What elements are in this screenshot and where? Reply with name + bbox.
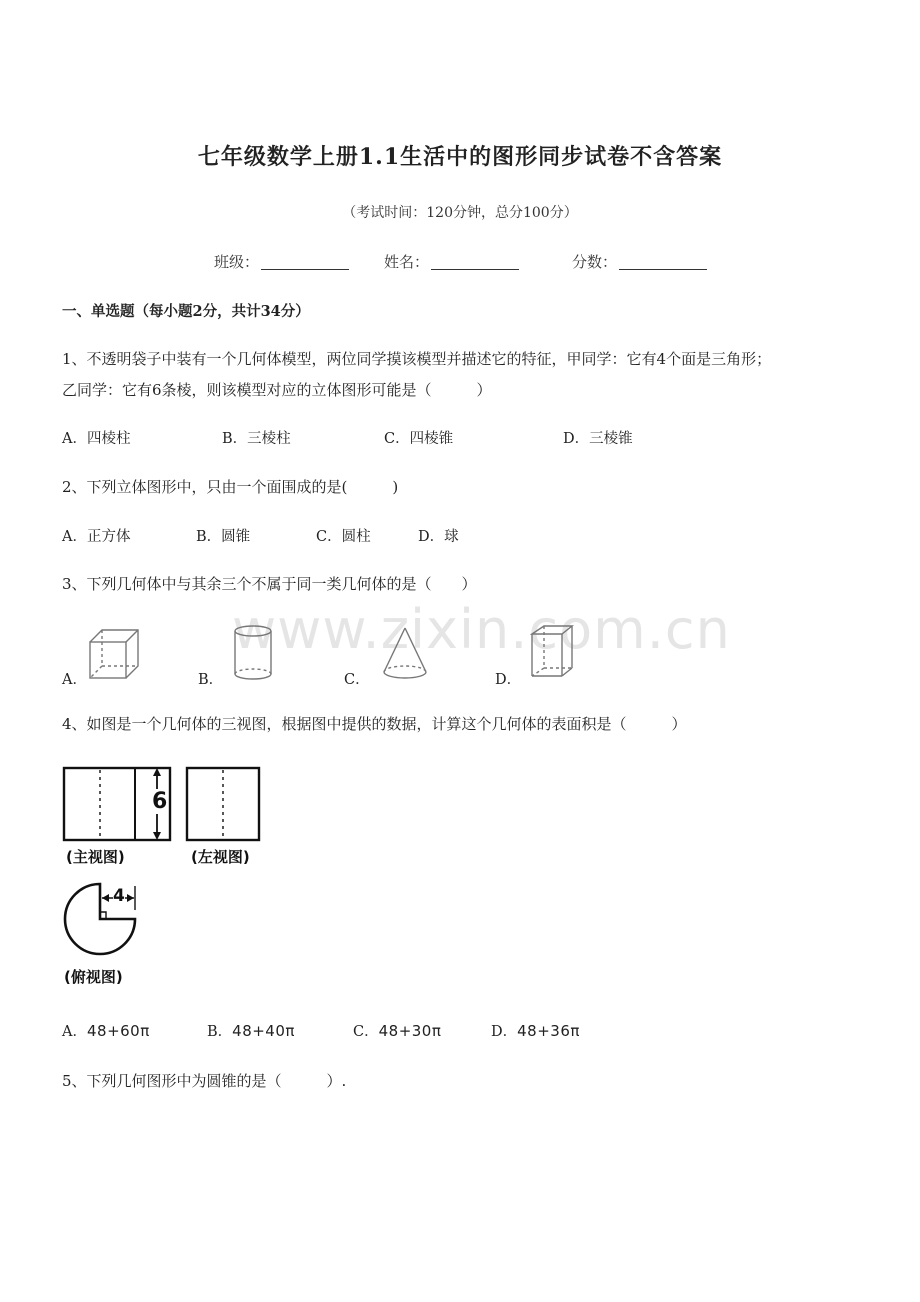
q4-option-b[interactable] bbox=[207, 1020, 295, 1041]
class-field[interactable] bbox=[214, 251, 349, 272]
q1-option-b[interactable]: B．三棱柱 bbox=[222, 431, 291, 447]
question-1-line-2: 乙同学：它有6条棱，则该模型对应的立体图形可能是（ ） bbox=[62, 381, 492, 399]
q2-option-c[interactable]: C．圆柱 bbox=[316, 529, 371, 545]
exam-info: （考试时间：120分钟，总分100分） bbox=[342, 205, 578, 221]
radius-value: 4 bbox=[113, 886, 125, 906]
page-title: 七年级数学上册1.1生活中的图形同步试卷不含答案 bbox=[197, 144, 723, 170]
q1-option-c[interactable]: C．四棱锥 bbox=[384, 431, 454, 447]
front-view-label: (主视图) bbox=[66, 848, 125, 866]
q4-option-c[interactable] bbox=[353, 1020, 441, 1041]
side-view-label: (左视图) bbox=[191, 848, 250, 866]
cone-icon bbox=[381, 626, 429, 682]
name-blank[interactable] bbox=[431, 253, 519, 270]
q3-option-c[interactable]: C． bbox=[344, 672, 370, 688]
q3-option-b[interactable]: B． bbox=[198, 672, 224, 688]
section-title: 一、单选题（每小题2分，共计34分） bbox=[62, 303, 310, 320]
score-field[interactable] bbox=[572, 251, 707, 272]
q4-option-d-expr: 48+36π bbox=[517, 1022, 580, 1040]
watermark: www.zixin.com.cn bbox=[232, 598, 731, 661]
q4-option-c-expr: 48+30π bbox=[378, 1022, 442, 1040]
q2-option-d[interactable]: D．球 bbox=[418, 529, 459, 545]
name-label: 姓名： bbox=[384, 253, 430, 271]
q4-option-b-expr: 48+40π bbox=[232, 1022, 295, 1040]
q4-option-c-letter: C． bbox=[353, 1024, 379, 1040]
question-5: 5、下列几何图形中为圆锥的是（ ）. bbox=[62, 1072, 347, 1090]
class-label: 班级： bbox=[214, 253, 260, 271]
q1-option-d[interactable]: D．三棱锥 bbox=[563, 431, 633, 447]
score-label: 分数： bbox=[572, 253, 618, 271]
q3-option-a[interactable]: A． bbox=[62, 672, 87, 688]
q3-option-d[interactable]: D． bbox=[495, 672, 522, 688]
class-blank[interactable] bbox=[261, 253, 349, 270]
name-field[interactable] bbox=[384, 251, 519, 272]
top-view-label: (俯视图) bbox=[64, 968, 123, 986]
q4-option-a-letter: A． bbox=[62, 1024, 87, 1040]
q4-option-a[interactable] bbox=[62, 1020, 150, 1041]
q4-option-d[interactable] bbox=[491, 1020, 580, 1041]
q2-option-b[interactable]: B．圆锥 bbox=[196, 529, 251, 545]
cylinder-icon bbox=[233, 624, 275, 682]
question-3: 3、下列几何体中与其余三个不属于同一类几何体的是（ ） bbox=[62, 575, 477, 593]
prism-icon bbox=[530, 624, 576, 680]
height-value: 6 bbox=[152, 789, 168, 814]
question-4: 4、如图是一个几何体的三视图，根据图中提供的数据，计算这个几何体的表面积是（ ） bbox=[62, 715, 687, 733]
question-1-line-1: 1、不透明袋子中装有一个几何体模型，两位同学摸该模型并描述它的特征，甲同学：它有4个面是三角形； bbox=[62, 350, 772, 368]
q4-option-d-letter: D． bbox=[491, 1024, 518, 1040]
q2-option-a[interactable]: A．正方体 bbox=[62, 529, 131, 545]
q4-option-b-letter: B． bbox=[207, 1024, 233, 1040]
cube-icon bbox=[86, 628, 142, 682]
top-view-figure bbox=[62, 880, 146, 960]
q1-option-a[interactable]: A．四棱柱 bbox=[62, 431, 131, 447]
score-blank[interactable] bbox=[619, 253, 707, 270]
q4-option-a-expr: 48+60π bbox=[86, 1022, 150, 1040]
question-2: 2、下列立体图形中，只由一个面围成的是( ) bbox=[62, 478, 399, 496]
